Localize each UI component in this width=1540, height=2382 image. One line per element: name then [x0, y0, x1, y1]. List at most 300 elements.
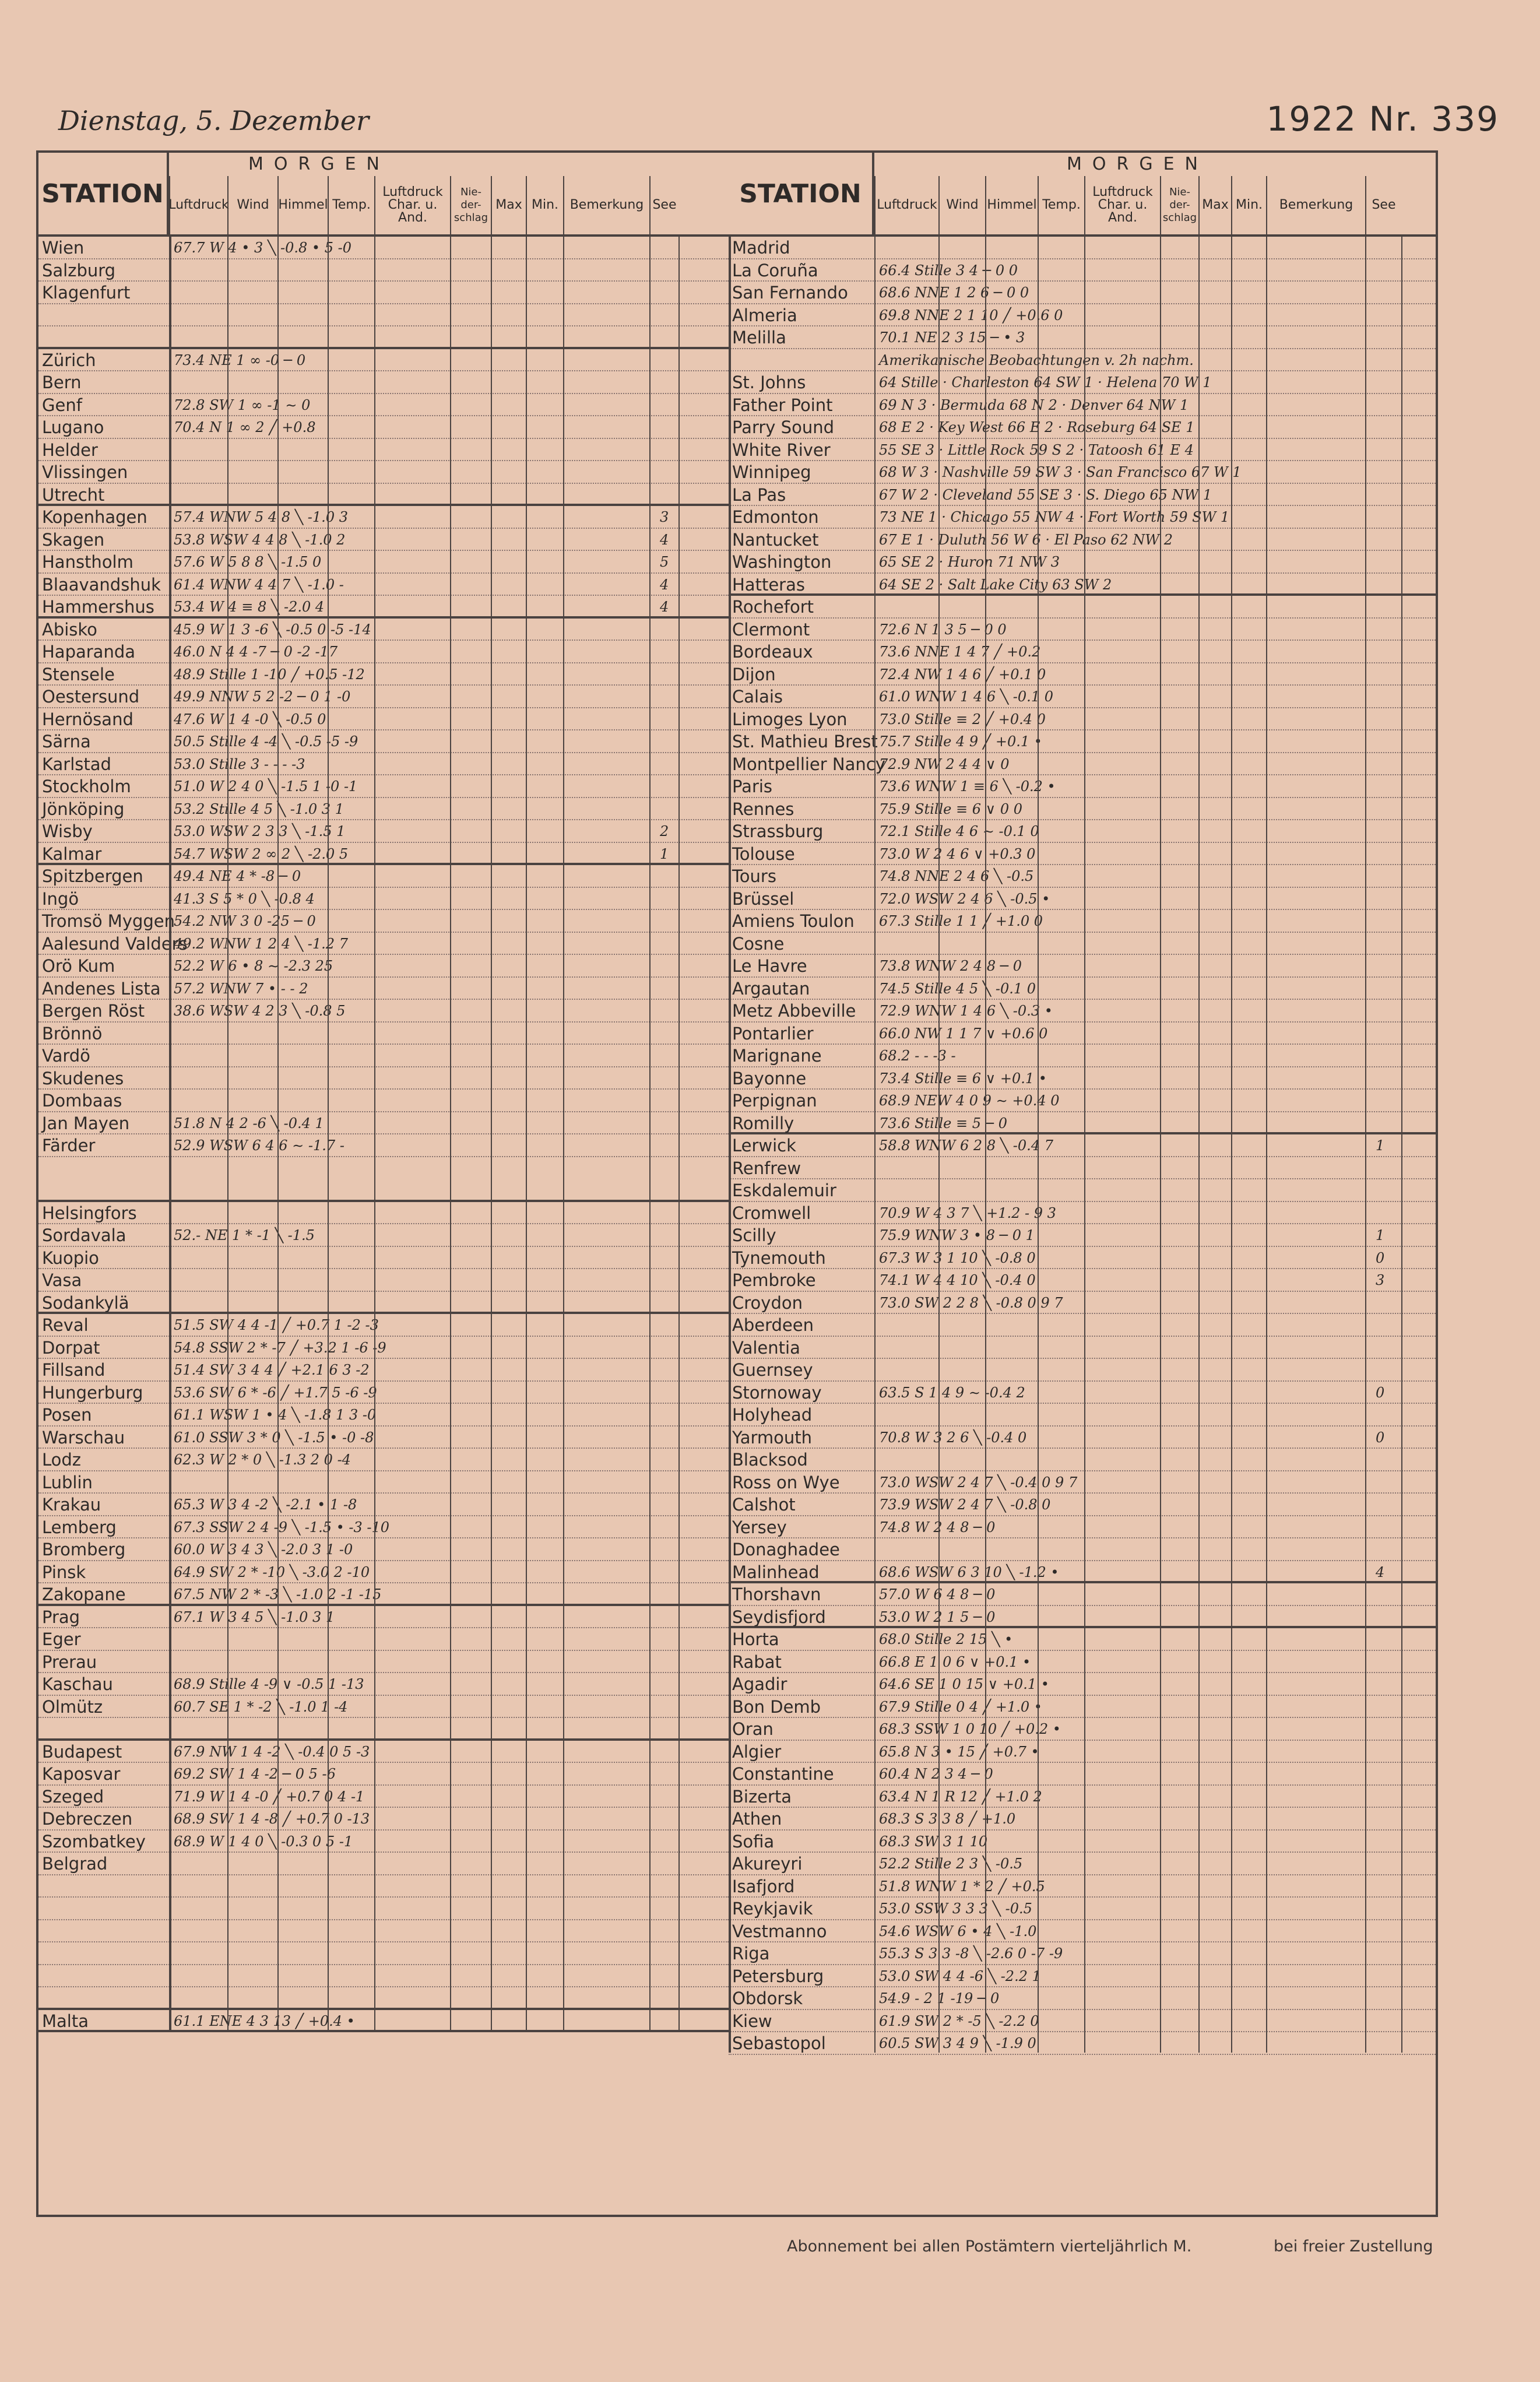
observation-values	[879, 1538, 1362, 1560]
station-name	[38, 1987, 168, 2008]
table-row	[38, 237, 729, 259]
table-row	[38, 1471, 729, 1494]
observation-values: 51.8 WNW 1 * 2 ╱ +0.5	[879, 1878, 1045, 1895]
table-row	[38, 1875, 729, 1898]
station-name: Agadir	[732, 1674, 787, 1694]
station-name: Tromsö Myggen	[42, 911, 175, 931]
station-name: St. Johns	[732, 373, 806, 392]
see-value: 0	[1376, 1249, 1385, 1266]
station-name: Kaposvar	[42, 1764, 121, 1784]
station-name: Renfrew	[732, 1158, 801, 1178]
station-name: Vardö	[42, 1046, 90, 1066]
table-row	[729, 1382, 1436, 1404]
observation-values: 72.6 N 1 3 5 ─ 0 0	[879, 621, 1007, 638]
observation-values	[879, 1404, 1362, 1425]
observation-values: 55 SE 3 · Little Rock 59 S 2 · Tatoosh 61 E 4	[879, 441, 1194, 458]
observation-values	[174, 1179, 646, 1200]
table-row	[38, 259, 729, 282]
observation-values: 63.4 N 1 R 12 ╱ +1.0 2	[879, 1788, 1042, 1805]
table-row	[729, 798, 1436, 821]
table-row	[38, 282, 729, 304]
observation-values: 66.4 Stille 3 4 ─ 0 0	[879, 262, 1018, 279]
table-row	[729, 1538, 1436, 1561]
observation-values: 52.- NE 1 * -1 ╲ -1.5	[174, 1227, 315, 1243]
station-name: Helsingfors	[42, 1203, 137, 1223]
station-name: Perpignan	[732, 1091, 817, 1111]
station-name: Debreczen	[42, 1809, 133, 1829]
station-name	[38, 1942, 168, 1964]
station-name: Stensele	[42, 664, 115, 684]
observation-values: 61.0 SSW 3 * 0 ╲ -1.5 • -0 -8	[174, 1429, 374, 1446]
station-name: Tynemouth	[732, 1248, 826, 1268]
table-row	[729, 1561, 1436, 1584]
station-name: Cosne	[732, 933, 785, 954]
observation-values: 67.9 Stille 0 4 ╱ +1.0 •	[879, 1698, 1042, 1715]
observation-values	[174, 1247, 646, 1269]
col-see-right: See	[1365, 176, 1401, 234]
station-name	[38, 1920, 168, 1942]
observation-values: 68.3 S 3 3 8 ╱ +1.0	[879, 1811, 1016, 1827]
observation-values: 51.5 SW 4 4 -1 ╱ +0.7 1 -2 -3	[174, 1317, 379, 1333]
column-divider	[374, 234, 375, 2030]
table-row	[38, 1561, 729, 1584]
observation-values	[174, 461, 646, 483]
station-name: Valentia	[732, 1337, 800, 1358]
col-see: See	[649, 176, 678, 234]
observation-values: 68.9 NEW 4 0 9 ∼ +0.4 0	[879, 1092, 1060, 1109]
observation-values: 73.0 W 2 4 6 ∨ +0.3 0	[879, 845, 1036, 862]
station-header-right: STATION	[729, 153, 874, 234]
see-value: 4	[660, 576, 669, 593]
table-row	[38, 371, 729, 394]
station-name: Hernösand	[42, 709, 133, 729]
observation-values	[879, 1179, 1362, 1201]
station-name: Marignane	[732, 1046, 822, 1066]
table-row	[729, 775, 1436, 798]
station-name: Montpellier Nancy	[732, 754, 885, 774]
right-table-header	[729, 153, 1436, 237]
table-row	[729, 663, 1436, 686]
observation-values	[879, 1449, 1362, 1470]
table-row	[38, 1112, 729, 1135]
station-name	[38, 1875, 168, 1897]
observation-values: 67.1 W 3 4 5 ╲ -1.0 3 1	[174, 1608, 335, 1625]
observation-values: 69 N 3 · Bermuda 68 N 2 · Denver 64 NW 1	[879, 396, 1189, 413]
observation-values: 68.3 SW 3 1 10	[879, 1833, 988, 1850]
table-row	[38, 1247, 729, 1270]
see-value: 1	[1376, 1227, 1385, 1243]
table-row	[38, 1920, 729, 1943]
col-himmel-right: Himmel	[985, 176, 1038, 234]
observation-values: 54.9 - 2 1 -19 ─ 0	[879, 1990, 1000, 2007]
table-row	[38, 978, 729, 1000]
observation-values: 57.0 W 6 4 8 ─ 0	[879, 1586, 996, 1603]
table-row	[38, 1157, 729, 1180]
station-name: Brüssel	[732, 888, 794, 909]
table-row	[38, 955, 729, 978]
col-char-right: Luftdruck Char. u. And.	[1084, 176, 1160, 234]
table-row	[38, 1763, 729, 1786]
table-row	[729, 1134, 1436, 1157]
station-name: Kaschau	[42, 1674, 113, 1694]
observation-values	[174, 439, 646, 461]
observation-values: 68.2 - - -3 -	[879, 1048, 956, 1064]
station-name: Hanstholm	[42, 552, 133, 572]
observation-values: 70.4 N 1 ∞ 2 ╱ +0.8	[174, 419, 316, 435]
observation-values	[174, 1987, 646, 2008]
station-name: San Fernando	[732, 283, 848, 303]
station-name: Rabat	[732, 1652, 782, 1672]
table-row	[729, 461, 1436, 484]
observation-values: 67.3 W 3 1 10 ╲ -0.8 0	[879, 1249, 1036, 1266]
station-name	[38, 1157, 168, 1180]
table-row	[38, 1853, 729, 1875]
observation-values	[174, 1651, 646, 1673]
observation-values	[174, 1898, 646, 1919]
station-name: Argautan	[732, 978, 810, 999]
observation-values	[174, 1628, 646, 1650]
station-name: Akureyri	[732, 1854, 803, 1874]
table-row	[729, 394, 1436, 417]
observation-values	[174, 1202, 646, 1224]
station-name: Lublin	[42, 1472, 93, 1492]
table-row	[729, 1000, 1436, 1023]
station-name: Athen	[732, 1809, 782, 1829]
observation-values: 74.8 W 2 4 8 ─ 0	[879, 1519, 996, 1536]
observation-values	[879, 1314, 1362, 1336]
table-row	[38, 798, 729, 821]
table-row	[729, 1987, 1436, 2010]
station-name: Genf	[42, 395, 82, 415]
table-row	[729, 820, 1436, 843]
table-row	[38, 1000, 729, 1023]
col-himmel: Himmel	[277, 176, 328, 234]
station-name: Posen	[42, 1405, 92, 1425]
table-row	[729, 484, 1436, 507]
col-max: Max	[491, 176, 526, 234]
station-name: Riga	[732, 1944, 770, 1963]
table-row	[38, 1965, 729, 1988]
table-row	[38, 551, 729, 574]
station-name: Rennes	[732, 799, 794, 819]
right-table	[729, 153, 1436, 2055]
observation-values: 52.2 W 6 • 8 ∼ -2.3 25	[174, 958, 333, 974]
table-row	[38, 1449, 729, 1471]
station-name: Haparanda	[42, 642, 136, 662]
column-divider	[678, 234, 680, 2030]
station-name	[38, 1965, 168, 1987]
observation-values: 64 SE 2 · Salt Lake City 63 SW 2	[879, 576, 1112, 593]
station-name: Nantucket	[732, 529, 819, 550]
station-name: Blacksod	[732, 1450, 808, 1470]
observation-values: 53.4 W 4 ≡ 8 ╲ -2.0 4	[174, 599, 325, 615]
table-row	[38, 2010, 729, 2033]
column-divider	[1160, 234, 1161, 2053]
observation-values: 47.6 W 1 4 -0 ╲ -0.5 0	[174, 711, 326, 728]
table-row	[38, 1696, 729, 1719]
station-name: Oestersund	[42, 687, 140, 707]
table-row	[38, 1628, 729, 1651]
station-name: Guernsey	[732, 1360, 813, 1380]
table-row	[729, 439, 1436, 462]
station-name: Hatteras	[732, 574, 805, 595]
observation-values: 68.3 SSW 1 0 10 ╱ +0.2 •	[879, 1721, 1061, 1737]
observation-values: Amerikanische Beobachtungen v. 2h nachm.	[879, 352, 1194, 368]
table-row	[729, 1157, 1436, 1180]
station-name	[38, 326, 168, 347]
observation-values: 73.4 NE 1 ∞ -0 ─ 0	[174, 352, 306, 368]
table-row	[729, 865, 1436, 888]
station-name: Ingö	[42, 888, 79, 909]
observation-values: 38.6 WSW 4 2 3 ╲ -0.8 5	[174, 1003, 346, 1019]
observation-values	[879, 933, 1362, 954]
column-divider	[526, 234, 527, 2030]
table-row	[38, 1786, 729, 1808]
station-name: Prag	[42, 1607, 80, 1627]
station-name: Bon Demb	[732, 1696, 821, 1717]
table-row	[38, 574, 729, 596]
table-row	[729, 1853, 1436, 1875]
table-row	[729, 1090, 1436, 1112]
observation-values: 70.1 NE 2 3 15 ─ • 3	[879, 329, 1025, 346]
observation-values: 67.9 NW 1 4 -2 ╲ -0.4 0 5 -3	[174, 1743, 370, 1760]
see-value: 5	[660, 554, 669, 570]
station-name: Abisko	[42, 619, 97, 640]
table-row	[729, 1292, 1436, 1315]
table-row	[38, 843, 729, 866]
table-row	[729, 1651, 1436, 1674]
issue-number: 1922 Nr. 339	[1266, 99, 1499, 139]
station-name: La Coruña	[732, 260, 818, 280]
column-divider	[450, 234, 451, 2030]
observation-values: 68.6 WSW 6 3 10 ╲ -1.2 •	[879, 1564, 1059, 1580]
station-name: Obdorsk	[732, 1988, 803, 2008]
observation-values: 68.9 Stille 4 -9 ∨ -0.5 1 -13	[174, 1676, 364, 1692]
date-header: Dienstag, 5. Dezember	[58, 105, 369, 136]
observation-values: 57.2 WNW 7 • - - 2	[174, 980, 308, 997]
table-row	[729, 978, 1436, 1000]
station-name: Stockholm	[42, 777, 131, 796]
col-wind-right: Wind	[938, 176, 985, 234]
table-row	[729, 708, 1436, 731]
station-name: Pembroke	[732, 1270, 816, 1290]
station-name: Skudenes	[42, 1068, 124, 1088]
station-name: Edmonton	[732, 507, 819, 527]
table-row	[729, 1898, 1436, 1920]
table-row	[38, 910, 729, 933]
station-name: Cromwell	[732, 1203, 811, 1223]
right-table-body	[729, 237, 1436, 2055]
observation-values: 69.8 NNE 2 1 10 ╱ +0.6 0	[879, 307, 1063, 324]
observation-values: 61.0 WNW 1 4 6 ╲ -0.1 0	[879, 688, 1053, 705]
station-name: Paris	[732, 777, 773, 796]
station-name: Bromberg	[42, 1540, 126, 1559]
column-divider	[227, 234, 228, 2030]
column-divider	[491, 234, 492, 2030]
column-divider	[985, 234, 986, 2053]
morgen-label-right: MORGEN	[1067, 154, 1208, 174]
station-name: Vasa	[42, 1270, 82, 1290]
table-row	[729, 416, 1436, 439]
observation-values: 53.0 WSW 2 3 3 ╲ -1.5 1	[174, 823, 346, 839]
station-name: St. Mathieu Brest	[732, 732, 878, 751]
table-row	[729, 1404, 1436, 1427]
station-name: Warschau	[42, 1427, 125, 1448]
station-name: Prerau	[42, 1652, 97, 1672]
col-min-right: Min.	[1231, 176, 1266, 234]
station-header: STATION	[38, 153, 169, 234]
table-row	[729, 955, 1436, 978]
table-row	[729, 641, 1436, 663]
see-value: 3	[1376, 1272, 1385, 1288]
table-row	[38, 1651, 729, 1674]
station-name: Thorshavn	[732, 1585, 821, 1604]
observation-values: 64 Stille · Charleston 64 SW 1 · Helena 70 W 1	[879, 374, 1212, 391]
table-row	[38, 1179, 729, 1202]
table-row	[38, 1516, 729, 1539]
table-row	[729, 304, 1436, 327]
column-divider	[277, 234, 279, 2030]
table-row	[38, 1314, 729, 1337]
table-row	[729, 1583, 1436, 1606]
station-name: Constantine	[732, 1764, 834, 1784]
observation-values: 61.9 SW 2 * -5 ╲ -2.2 0	[879, 2012, 1039, 2029]
station-name: Stornoway	[732, 1382, 822, 1403]
station-name: Le Havre	[732, 956, 807, 976]
station-name: Lugano	[42, 417, 104, 437]
observation-values: 48.9 Stille 1 -10 ╱ +0.5 -12	[174, 666, 365, 683]
table-row	[38, 1427, 729, 1449]
station-name: Strassburg	[732, 821, 824, 841]
observation-values	[174, 1090, 646, 1111]
table-row	[729, 1023, 1436, 1045]
station-name: Belgrad	[42, 1854, 108, 1874]
table-row	[729, 596, 1436, 619]
table-row	[729, 1045, 1436, 1067]
station-name	[38, 1718, 168, 1738]
table-row	[729, 529, 1436, 551]
table-row	[38, 506, 729, 529]
see-value: 1	[1376, 1137, 1385, 1154]
table-row	[729, 1718, 1436, 1741]
table-row	[38, 865, 729, 888]
observation-values	[879, 1157, 1362, 1179]
col-luftdruck-right: Luftdruck	[874, 176, 938, 234]
table-row	[729, 1516, 1436, 1539]
station-name: Horta	[732, 1629, 779, 1649]
observation-values	[174, 1023, 646, 1044]
station-name: Melilla	[732, 328, 786, 347]
observation-values: 63.5 S 1 4 9 ∼ -0.4 2	[879, 1384, 1025, 1401]
col-temp-right: Temp.	[1038, 176, 1084, 234]
station-name: Vlissingen	[42, 462, 128, 482]
station-name: Reval	[42, 1315, 89, 1335]
col-niederschlag-right: Nie-der-schlag	[1160, 176, 1198, 234]
observation-values: 54.6 WSW 6 • 4 ╲ -1.0	[879, 1923, 1037, 1940]
table-row	[729, 1808, 1436, 1831]
table-row	[729, 1471, 1436, 1494]
station-name: Lemberg	[42, 1517, 117, 1537]
station-name	[38, 304, 168, 326]
observation-values: 61.4 WNW 4 4 7 ╲ -1.0 -	[174, 576, 344, 593]
station-name: Kopenhagen	[42, 507, 147, 527]
table-row	[729, 619, 1436, 641]
col-temp: Temp.	[328, 176, 374, 234]
station-name: Eger	[42, 1629, 81, 1649]
observation-values	[174, 484, 646, 504]
column-divider	[1231, 234, 1232, 2053]
table-row	[729, 259, 1436, 282]
observation-values	[174, 1875, 646, 1897]
station-name: White River	[732, 440, 831, 460]
table-row	[38, 1741, 729, 1763]
column-divider	[1401, 234, 1402, 2053]
observation-values: 74.8 NNE 2 4 6 ╲ -0.5	[879, 868, 1034, 884]
observation-values: 60.0 W 3 4 3 ╲ -2.0 3 1 -0	[174, 1541, 353, 1558]
table-row	[729, 326, 1436, 349]
table-row	[729, 933, 1436, 955]
station-name: Skagen	[42, 529, 105, 550]
station-name: Andenes Lista	[42, 978, 161, 999]
morgen-label: MORGEN	[248, 154, 390, 174]
column-divider	[649, 234, 651, 2030]
see-value: 0	[1376, 1429, 1385, 1446]
observation-values: 41.3 S 5 * 0 ╲ -0.8 4	[174, 890, 315, 907]
observation-values: 60.5 SW 3 4 9 ╲ -1.9 0	[879, 2035, 1036, 2051]
table-row	[729, 1449, 1436, 1471]
station-name: Croydon	[732, 1292, 803, 1313]
col-niederschlag: Nie-der-schlag	[450, 176, 491, 234]
table-row	[38, 1718, 729, 1741]
column-divider	[1084, 234, 1085, 2053]
column-divider	[874, 234, 876, 2053]
observation-values: 61.1 WSW 1 • 4 ╲ -1.8 1 3 -0	[174, 1407, 377, 1423]
station-name: Helder	[42, 440, 98, 460]
table-row	[729, 349, 1436, 372]
station-name: Washington	[732, 552, 832, 572]
observation-values: 67 E 1 · Duluth 56 W 6 · El Paso 62 NW 2	[879, 531, 1173, 548]
table-row	[729, 1179, 1436, 1202]
table-row	[729, 1359, 1436, 1382]
table-row	[38, 1269, 729, 1292]
observation-values: 54.2 NW 3 0 -25 ─ 0	[174, 913, 316, 929]
table-row	[729, 888, 1436, 911]
table-row	[38, 730, 729, 753]
table-row	[729, 1314, 1436, 1337]
observation-values: 67.3 SSW 2 4 -9 ╲ -1.5 • -3 -10	[174, 1519, 390, 1536]
station-name: Dorpat	[42, 1337, 100, 1358]
observation-values	[174, 1853, 646, 1874]
station-name: Sordavala	[42, 1225, 126, 1245]
observation-values: 72.9 NW 2 4 4 ∨ 0	[879, 756, 1010, 772]
table-row	[729, 1628, 1436, 1651]
station-name: Madrid	[732, 238, 790, 258]
observation-values: 69.2 SW 1 4 -2 ─ 0 5 -6	[174, 1766, 336, 1782]
station-name: Jan Mayen	[42, 1113, 130, 1133]
station-name: Limoges Lyon	[732, 709, 848, 729]
table-row	[729, 2010, 1436, 2033]
observation-values: 67.3 Stille 1 1 ╱ +1.0 0	[879, 913, 1043, 929]
table-row	[729, 1696, 1436, 1719]
observation-values: 68 E 2 · Key West 66 E 2 · Roseburg 64 SE 1	[879, 419, 1195, 435]
station-name: Lodz	[42, 1450, 82, 1470]
observation-values: 53.0 W 2 1 5 ─ 0	[879, 1608, 996, 1625]
station-name: Fillsand	[42, 1360, 106, 1380]
table-row	[38, 708, 729, 731]
observation-values: 73.0 Stille ≡ 2 ╱ +0.4 0	[879, 711, 1046, 728]
see-value: 4	[1376, 1564, 1385, 1580]
observation-values: 51.8 N 4 2 -6 ╲ -0.4 1	[174, 1115, 324, 1132]
